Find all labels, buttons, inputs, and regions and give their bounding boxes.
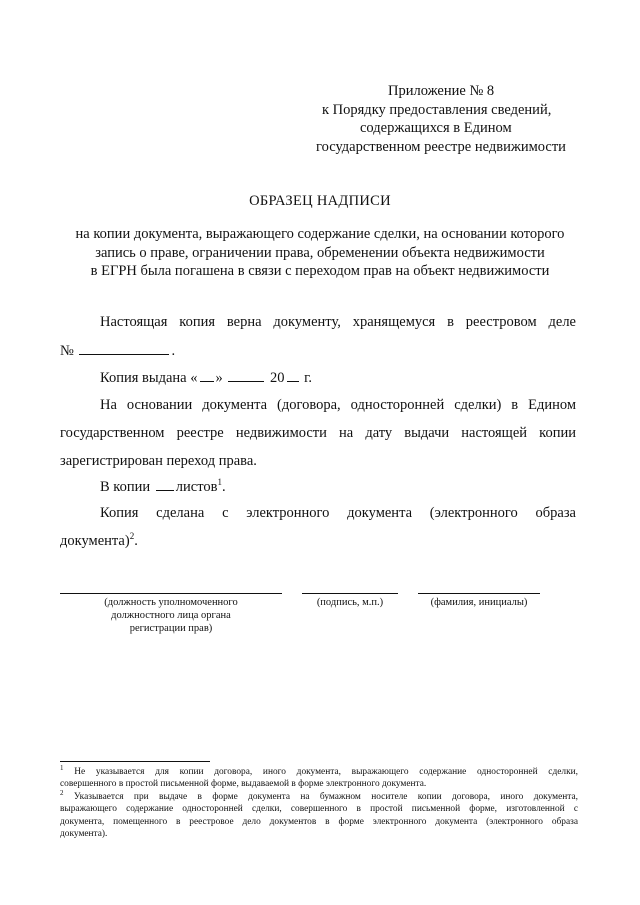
caption-line: регистрации прав) (129, 623, 213, 634)
appendix-line: государственном реестре недвижимости (316, 138, 566, 155)
registry-file-number (60, 342, 175, 360)
position-caption (66, 596, 276, 635)
footnote-ref-1: 1 (217, 477, 222, 488)
year-prefix: 20 (270, 370, 285, 386)
caption-line: должностного лица органа (111, 610, 231, 621)
file-number-blank (79, 342, 169, 355)
caption-line: (должность уполномоченного (104, 597, 238, 608)
appendix-line: к Порядку предоставления сведений, (322, 101, 552, 118)
footnote-separator (60, 761, 210, 762)
document-title: ОБРАЗЕЦ НАДПИСИ (249, 193, 391, 209)
footnote-1 (60, 763, 578, 778)
footnote-2 (60, 788, 578, 803)
signature-caption: (подпись, м.п.) (316, 597, 384, 608)
appendix-header (300, 82, 580, 156)
sheets-word: листов (175, 479, 218, 495)
paragraph-basis-line: государственном реестре недвижимости на дату выдачи настоящей копии (60, 425, 576, 441)
document-subtitle (60, 225, 580, 281)
period: . (221, 479, 226, 495)
paragraph-basis-line: зарегистрирован переход права. (60, 453, 257, 469)
subtitle-line: в ЕГРН была погашена в связи с переходом прав на объект недвижимости (90, 263, 550, 279)
signature-line (302, 593, 398, 594)
year-blank (287, 369, 299, 382)
paragraph-registry-copy: Настоящая копия верна документу, хранящемуся в реестровом деле (100, 314, 576, 330)
footnote-ref-2: 2 (129, 531, 135, 542)
position-signature-line (60, 593, 282, 594)
footnote-2-cont: документа, помещенного в реестровое дело документов в форме электронного документа (электронного образа (60, 816, 578, 827)
paragraph-electronic-source: Копия сделана с электронного документа (электронного образа (100, 505, 576, 521)
electronic-image-word: документа) (60, 533, 130, 549)
appendix-number: Приложение № 8 (388, 83, 495, 99)
footnotes (60, 763, 578, 840)
paragraph-issue-date (100, 369, 312, 387)
appendix-line: содержащихся в Едином (360, 120, 512, 136)
paragraph-sheet-count (100, 478, 226, 496)
name-signature-line (418, 593, 540, 594)
paragraph-basis-line: На основании документа (договора, односторонней сделки) в Едином (100, 397, 576, 413)
paragraph-electronic-source-end (60, 533, 138, 550)
footnote-text: Указывается при выдаче в форме документа на бумажном носителе копии договора, иного документа, (73, 791, 578, 802)
sheets-prefix: В копии (100, 479, 151, 495)
period: . (171, 343, 176, 359)
footnote-text: Не указывается для копии договора, иного документа, выражающего содержание односторонней сделки, (74, 767, 578, 777)
footnote-mark: 1 (60, 763, 64, 772)
footnote-mark: 2 (60, 788, 64, 797)
sheets-blank (156, 478, 174, 491)
subtitle-line: на копии документа, выражающего содержание сделки, на основании которого (75, 226, 565, 242)
footnote-2-cont: документа). (60, 829, 108, 840)
period: . (134, 533, 138, 549)
footnote-1-cont: совершенного в простой письменной форме, выдаваемой в форме электронного документа. (60, 779, 427, 790)
month-blank (228, 369, 264, 382)
year-suffix: г. (304, 370, 313, 386)
name-caption: (фамилия, инициалы) (430, 597, 528, 608)
day-blank (200, 369, 214, 382)
number-sign: № (60, 343, 74, 359)
subtitle-line: запись о праве, ограничении права, обременении объекта недвижимости (95, 244, 545, 261)
footnote-2-cont: выражающего содержание односторонней сделки, совершенного в простой письменной форме, изготовленной с (60, 804, 578, 815)
quote-close: » (215, 370, 223, 386)
issue-date-prefix: Копия выдана « (100, 370, 198, 386)
